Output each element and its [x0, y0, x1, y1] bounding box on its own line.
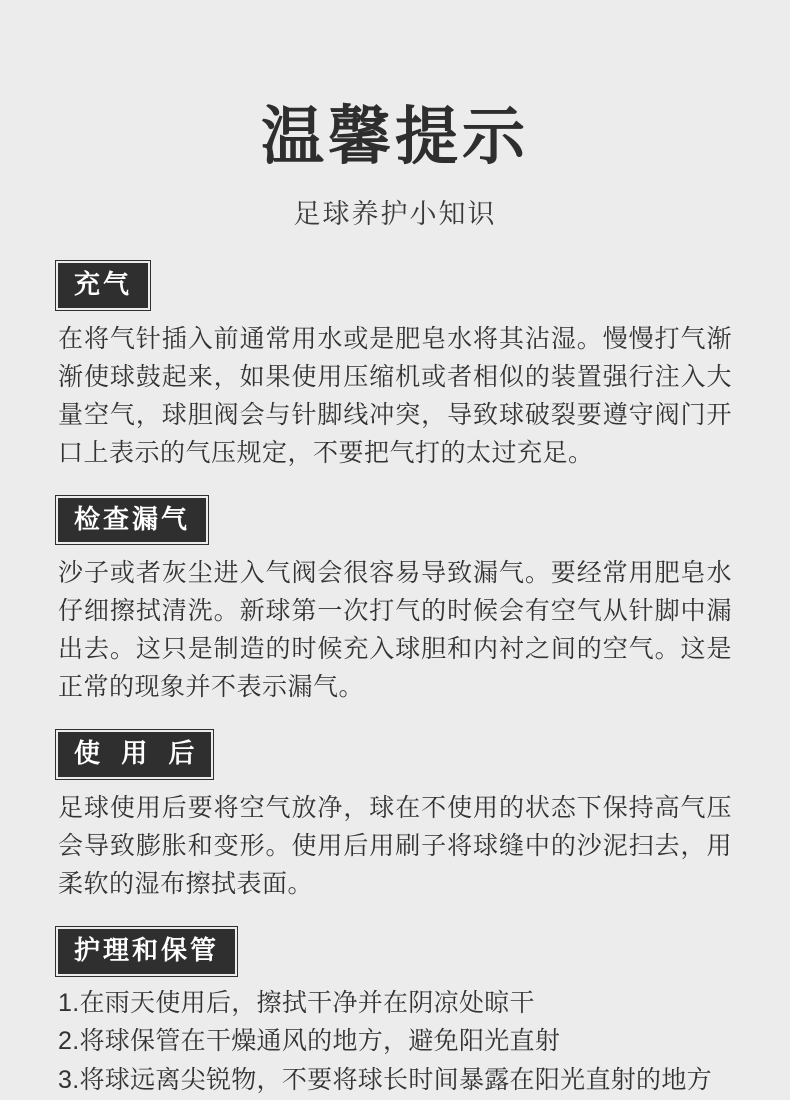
list-item: 2.将球保管在干燥通风的地方，避免阳光直射: [58, 1027, 561, 1056]
section-tag-inflation: 充气: [58, 263, 148, 308]
section-care-storage: [58, 929, 732, 1100]
section-tag-after-use: 使 用 后: [58, 732, 211, 777]
list-item: 3.将球远离尖锐物，不要将球长时间暴露在阳光直射的地方: [58, 1066, 712, 1095]
section-leak-check: [58, 498, 732, 707]
page-subtitle: 足球养护小知识: [293, 199, 497, 230]
section-body-inflation: 在将气针插入前通常用水或是肥皂水将其沾湿。慢慢打气渐渐使球鼓起来，如果使用压缩机或者相似的装置强行注入大量空气，球胆阀会与针脚线冲突，导致球破裂要遵守阀门开口上表示的气压规定，不要把气打的太过充足。: [58, 324, 732, 467]
section-inflation: [58, 263, 732, 472]
care-storage-list: [58, 984, 732, 1100]
section-body-after-use: 足球使用后要将空气放净，球在不使用的状态下保持高气压会导致膨胀和变形。使用后用刷子将球缝中的沙泥扫去，用柔软的湿布擦拭表面。: [58, 793, 732, 898]
page-title: 温馨提示: [261, 102, 529, 172]
section-after-use: [58, 732, 732, 903]
list-item: 1.在雨天使用后，擦拭干净并在阴凉处晾干: [58, 988, 535, 1017]
section-body-leak-check: 沙子或者灰尘进入气阀会很容易导致漏气。要经常用肥皂水仔细擦拭清洗。新球第一次打气的时候会有空气从针脚中漏出去。这只是制造的时候充入球胆和内衬之间的空气。这是正常的现象并不表示漏气。: [58, 559, 732, 702]
section-tag-leak-check: 检查漏气: [58, 498, 206, 543]
section-tag-care-storage: 护理和保管: [58, 929, 235, 974]
